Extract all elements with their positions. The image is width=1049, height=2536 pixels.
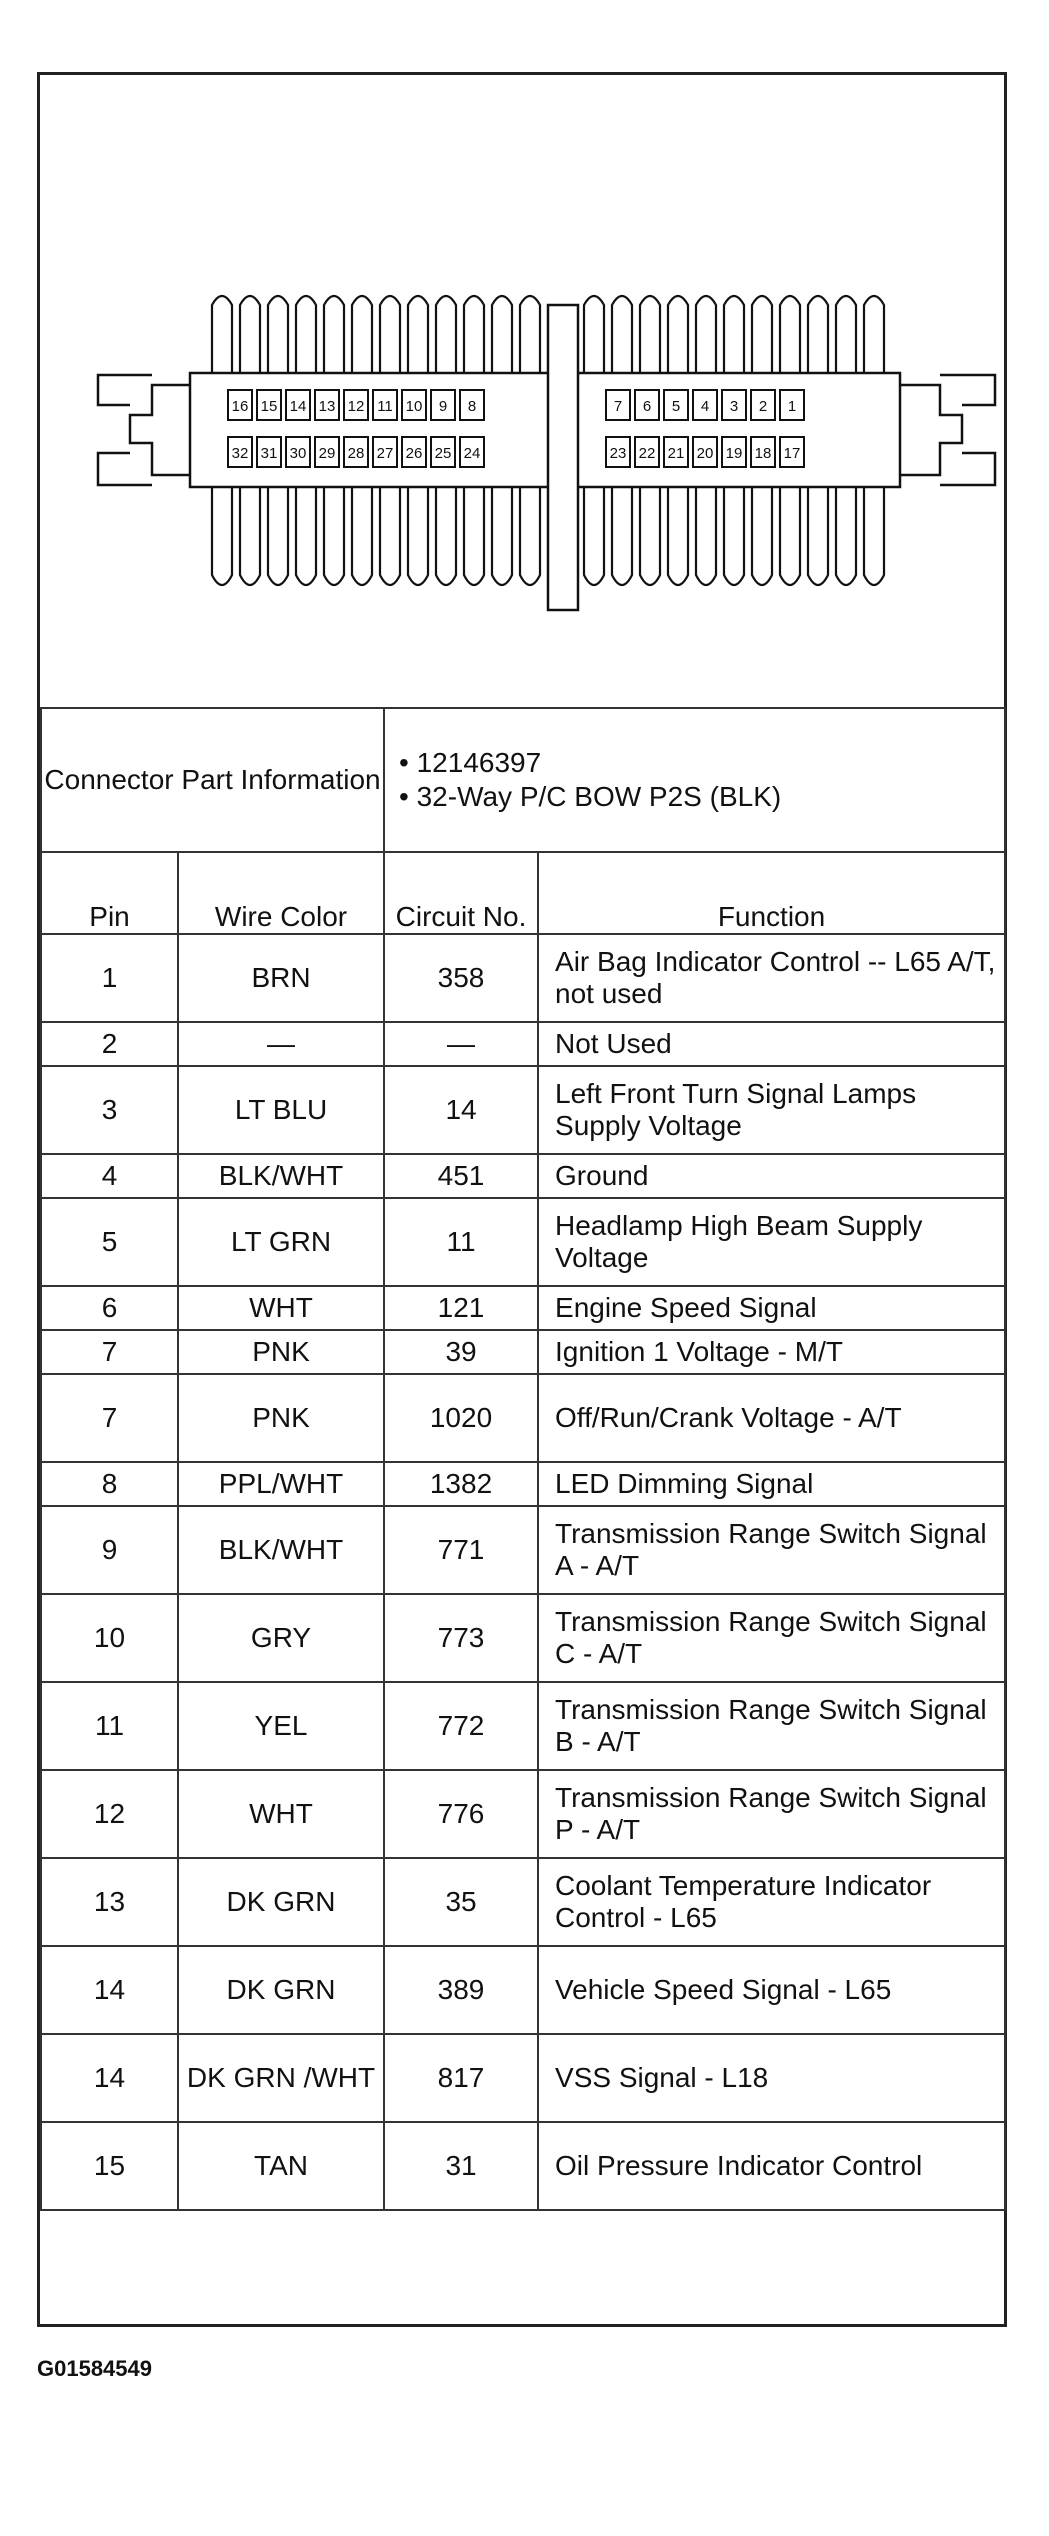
top-fin — [436, 296, 456, 373]
bottom-fin — [240, 487, 260, 585]
cavity-top-right-label: 4 — [700, 398, 710, 415]
wire-color-cell: LT GRN — [178, 1198, 384, 1286]
cavity-top-left-label: 16 — [231, 398, 249, 415]
wire-color-cell: BLK/WHT — [178, 1154, 384, 1198]
part-info-values — [384, 708, 1005, 852]
top-fin — [212, 296, 232, 373]
cavity-bottom-left-label: 32 — [231, 445, 249, 462]
pin-cell: 2 — [41, 1022, 178, 1066]
table-row — [41, 1198, 1005, 1286]
cavity-bottom-right-label: 23 — [609, 445, 627, 462]
function-cell: Transmission Range Switch Signal P - A/T — [538, 1770, 1005, 1858]
wire-color-cell: YEL — [178, 1682, 384, 1770]
function-cell: Ignition 1 Voltage - M/T — [538, 1330, 1005, 1374]
function-cell: Transmission Range Switch Signal B - A/T — [538, 1682, 1005, 1770]
pin-cell: 6 — [41, 1286, 178, 1330]
top-fin — [836, 296, 856, 373]
table-row — [41, 1858, 1005, 1946]
circuit-cell: 14 — [384, 1066, 538, 1154]
right-latch — [900, 385, 962, 475]
connector-face-drawing — [40, 75, 1004, 707]
cavity-top-right-label: 3 — [729, 398, 739, 415]
cavity-top-left-label: 12 — [347, 398, 365, 415]
table-row — [41, 1066, 1005, 1154]
pin-cell: 9 — [41, 1506, 178, 1594]
cavity-bottom-left-label: 25 — [434, 445, 452, 462]
wire-color-cell: PNK — [178, 1330, 384, 1374]
top-fin — [380, 296, 400, 373]
table-row — [41, 1594, 1005, 1682]
table-row — [41, 934, 1005, 1022]
top-fin — [296, 296, 316, 373]
circuit-cell: 771 — [384, 1506, 538, 1594]
circuit-cell: 358 — [384, 934, 538, 1022]
bottom-fin — [612, 487, 632, 585]
table-row — [41, 1506, 1005, 1594]
circuit-cell: 39 — [384, 1330, 538, 1374]
circuit-cell: — — [384, 1022, 538, 1066]
function-cell: VSS Signal - L18 — [538, 2034, 1005, 2122]
cavity-bottom-right-label: 17 — [783, 445, 801, 462]
pin-cell: 11 — [41, 1682, 178, 1770]
table-row — [41, 1022, 1005, 1066]
pin-cell: 13 — [41, 1858, 178, 1946]
wire-color-cell: LT BLU — [178, 1066, 384, 1154]
function-cell: Coolant Temperature Indicator Control - L65 — [538, 1858, 1005, 1946]
table-row — [41, 1286, 1005, 1330]
header-row — [41, 852, 1005, 934]
table-row — [41, 1330, 1005, 1374]
top-fin — [696, 296, 716, 373]
bottom-fin — [492, 487, 512, 585]
table-row — [41, 1682, 1005, 1770]
pin-cell: 1 — [41, 934, 178, 1022]
cavity-bottom-left-label: 28 — [347, 445, 365, 462]
bottom-fin — [464, 487, 484, 585]
top-fin — [464, 296, 484, 373]
top-fin — [780, 296, 800, 373]
cavity-top-left-label: 8 — [467, 398, 477, 415]
pin-cell: 12 — [41, 1770, 178, 1858]
left-latch-outer — [98, 375, 152, 485]
circuit-cell: 1020 — [384, 1374, 538, 1462]
table-row — [41, 1946, 1005, 2034]
pin-cell: 7 — [41, 1330, 178, 1374]
bottom-fin — [752, 487, 772, 585]
cavity-bottom-left-label: 31 — [260, 445, 278, 462]
top-fin — [240, 296, 260, 373]
cavity-top-left-label: 11 — [377, 398, 393, 415]
table-row — [41, 2034, 1005, 2122]
function-cell: Not Used — [538, 1022, 1005, 1066]
wire-color-cell: GRY — [178, 1594, 384, 1682]
cavity-bottom-right-label: 20 — [696, 445, 714, 462]
part-description: • 32-Way P/C BOW P2S (BLK) — [399, 781, 782, 812]
pin-cell: 5 — [41, 1198, 178, 1286]
circuit-cell: 817 — [384, 2034, 538, 2122]
wire-color-cell: PPL/WHT — [178, 1462, 384, 1506]
function-cell: Off/Run/Crank Voltage - A/T — [538, 1374, 1005, 1462]
cavity-bottom-left-label: 24 — [463, 445, 481, 462]
pin-cell: 3 — [41, 1066, 178, 1154]
top-fin — [752, 296, 772, 373]
cavity-bottom-left-label: 30 — [289, 445, 307, 462]
function-cell: Vehicle Speed Signal - L65 — [538, 1946, 1005, 2034]
top-fin — [520, 296, 540, 373]
circuit-cell: 772 — [384, 1682, 538, 1770]
header-function: Function — [538, 852, 1005, 934]
wire-color-cell: TAN — [178, 2122, 384, 2210]
cavity-top-left-label: 15 — [260, 398, 278, 415]
pin-cell: 10 — [41, 1594, 178, 1682]
center-key — [548, 305, 578, 610]
bottom-fin — [408, 487, 428, 585]
connector-diagram — [40, 75, 1004, 707]
cavity-top-left-label: 9 — [438, 398, 448, 415]
top-fin — [584, 296, 604, 373]
cavity-top-left-label: 14 — [289, 398, 307, 415]
cavity-top-right-label: 5 — [671, 398, 681, 415]
pin-cell: 8 — [41, 1462, 178, 1506]
right-latch-outer — [940, 375, 995, 485]
cavity-bottom-right-label: 19 — [725, 445, 743, 462]
bottom-fin — [436, 487, 456, 585]
header-circuit-no: Circuit No. — [384, 852, 538, 934]
figure-frame — [37, 72, 1007, 2327]
header-wire-color: Wire Color — [178, 852, 384, 934]
pin-table — [40, 707, 1006, 2211]
part-info-row — [41, 708, 1005, 852]
bottom-fin — [696, 487, 716, 585]
bottom-fin — [520, 487, 540, 585]
left-latch — [130, 385, 190, 475]
top-fin — [668, 296, 688, 373]
top-fin — [408, 296, 428, 373]
cavity-bottom-left-label: 29 — [318, 445, 336, 462]
circuit-cell: 451 — [384, 1154, 538, 1198]
top-fin — [724, 296, 744, 373]
function-cell: Left Front Turn Signal Lamps Supply Voltage — [538, 1066, 1005, 1154]
table-row — [41, 2122, 1005, 2210]
table-row — [41, 1374, 1005, 1462]
bottom-fin — [584, 487, 604, 585]
wire-color-cell: DK GRN — [178, 1858, 384, 1946]
function-cell: LED Dimming Signal — [538, 1462, 1005, 1506]
wire-color-cell: DK GRN — [178, 1946, 384, 2034]
cavity-bottom-left-label: 27 — [376, 445, 394, 462]
bottom-fin — [668, 487, 688, 585]
table-row — [41, 1462, 1005, 1506]
cavity-top-left-label: 13 — [318, 398, 336, 415]
cavity-top-right-label: 6 — [642, 398, 652, 415]
function-cell: Ground — [538, 1154, 1005, 1198]
bottom-fin — [724, 487, 744, 585]
bottom-fin — [324, 487, 344, 585]
function-cell: Headlamp High Beam Supply Voltage — [538, 1198, 1005, 1286]
cavity-bottom-right-label: 22 — [638, 445, 656, 462]
circuit-cell: 773 — [384, 1594, 538, 1682]
cavity-top-right-label: 7 — [613, 398, 623, 415]
pin-cell: 14 — [41, 1946, 178, 2034]
function-cell: Transmission Range Switch Signal A - A/T — [538, 1506, 1005, 1594]
circuit-cell: 389 — [384, 1946, 538, 2034]
top-fin — [864, 296, 884, 373]
pin-cell: 7 — [41, 1374, 178, 1462]
top-fin — [324, 296, 344, 373]
top-fin — [640, 296, 660, 373]
bottom-fin — [640, 487, 660, 585]
pin-cell: 14 — [41, 2034, 178, 2122]
circuit-cell: 1382 — [384, 1462, 538, 1506]
function-cell: Transmission Range Switch Signal C - A/T — [538, 1594, 1005, 1682]
top-fin — [808, 296, 828, 373]
function-cell: Engine Speed Signal — [538, 1286, 1005, 1330]
wire-color-cell: WHT — [178, 1770, 384, 1858]
cavity-bottom-right-label: 21 — [667, 445, 685, 462]
function-cell: Air Bag Indicator Control -- L65 A/T, not used — [538, 934, 1005, 1022]
circuit-cell: 776 — [384, 1770, 538, 1858]
header-pin: Pin — [41, 852, 178, 934]
circuit-cell: 11 — [384, 1198, 538, 1286]
function-cell: Oil Pressure Indicator Control — [538, 2122, 1005, 2210]
pin-cell: 4 — [41, 1154, 178, 1198]
top-fin — [612, 296, 632, 373]
top-fin — [268, 296, 288, 373]
circuit-cell: 35 — [384, 1858, 538, 1946]
wire-color-cell: PNK — [178, 1374, 384, 1462]
cavity-top-left-label: 10 — [405, 398, 423, 415]
cavity-bottom-right-label: 18 — [754, 445, 772, 462]
circuit-cell: 121 — [384, 1286, 538, 1330]
bottom-fin — [352, 487, 372, 585]
cavity-bottom-left-label: 26 — [405, 445, 423, 462]
bottom-fin — [808, 487, 828, 585]
pin-cell: 15 — [41, 2122, 178, 2210]
top-fin — [492, 296, 512, 373]
bottom-fin — [212, 487, 232, 585]
circuit-cell: 31 — [384, 2122, 538, 2210]
wire-color-cell: BRN — [178, 934, 384, 1022]
table-row — [41, 1770, 1005, 1858]
cavity-top-right-label: 1 — [787, 398, 797, 415]
wire-color-cell: DK GRN /WHT — [178, 2034, 384, 2122]
part-info-label: Connector Part Information — [41, 708, 384, 852]
wire-color-cell: — — [178, 1022, 384, 1066]
part-number: • 12146397 — [399, 747, 542, 778]
wire-color-cell: WHT — [178, 1286, 384, 1330]
cavity-top-right-label: 2 — [758, 398, 768, 415]
bottom-fin — [268, 487, 288, 585]
table-row — [41, 1154, 1005, 1198]
bottom-fin — [780, 487, 800, 585]
bottom-fin — [836, 487, 856, 585]
wire-color-cell: BLK/WHT — [178, 1506, 384, 1594]
bottom-fin — [864, 487, 884, 585]
top-fin — [352, 296, 372, 373]
figure-id: G01584549 — [37, 2356, 152, 2381]
bottom-fin — [380, 487, 400, 585]
bottom-fin — [296, 487, 316, 585]
